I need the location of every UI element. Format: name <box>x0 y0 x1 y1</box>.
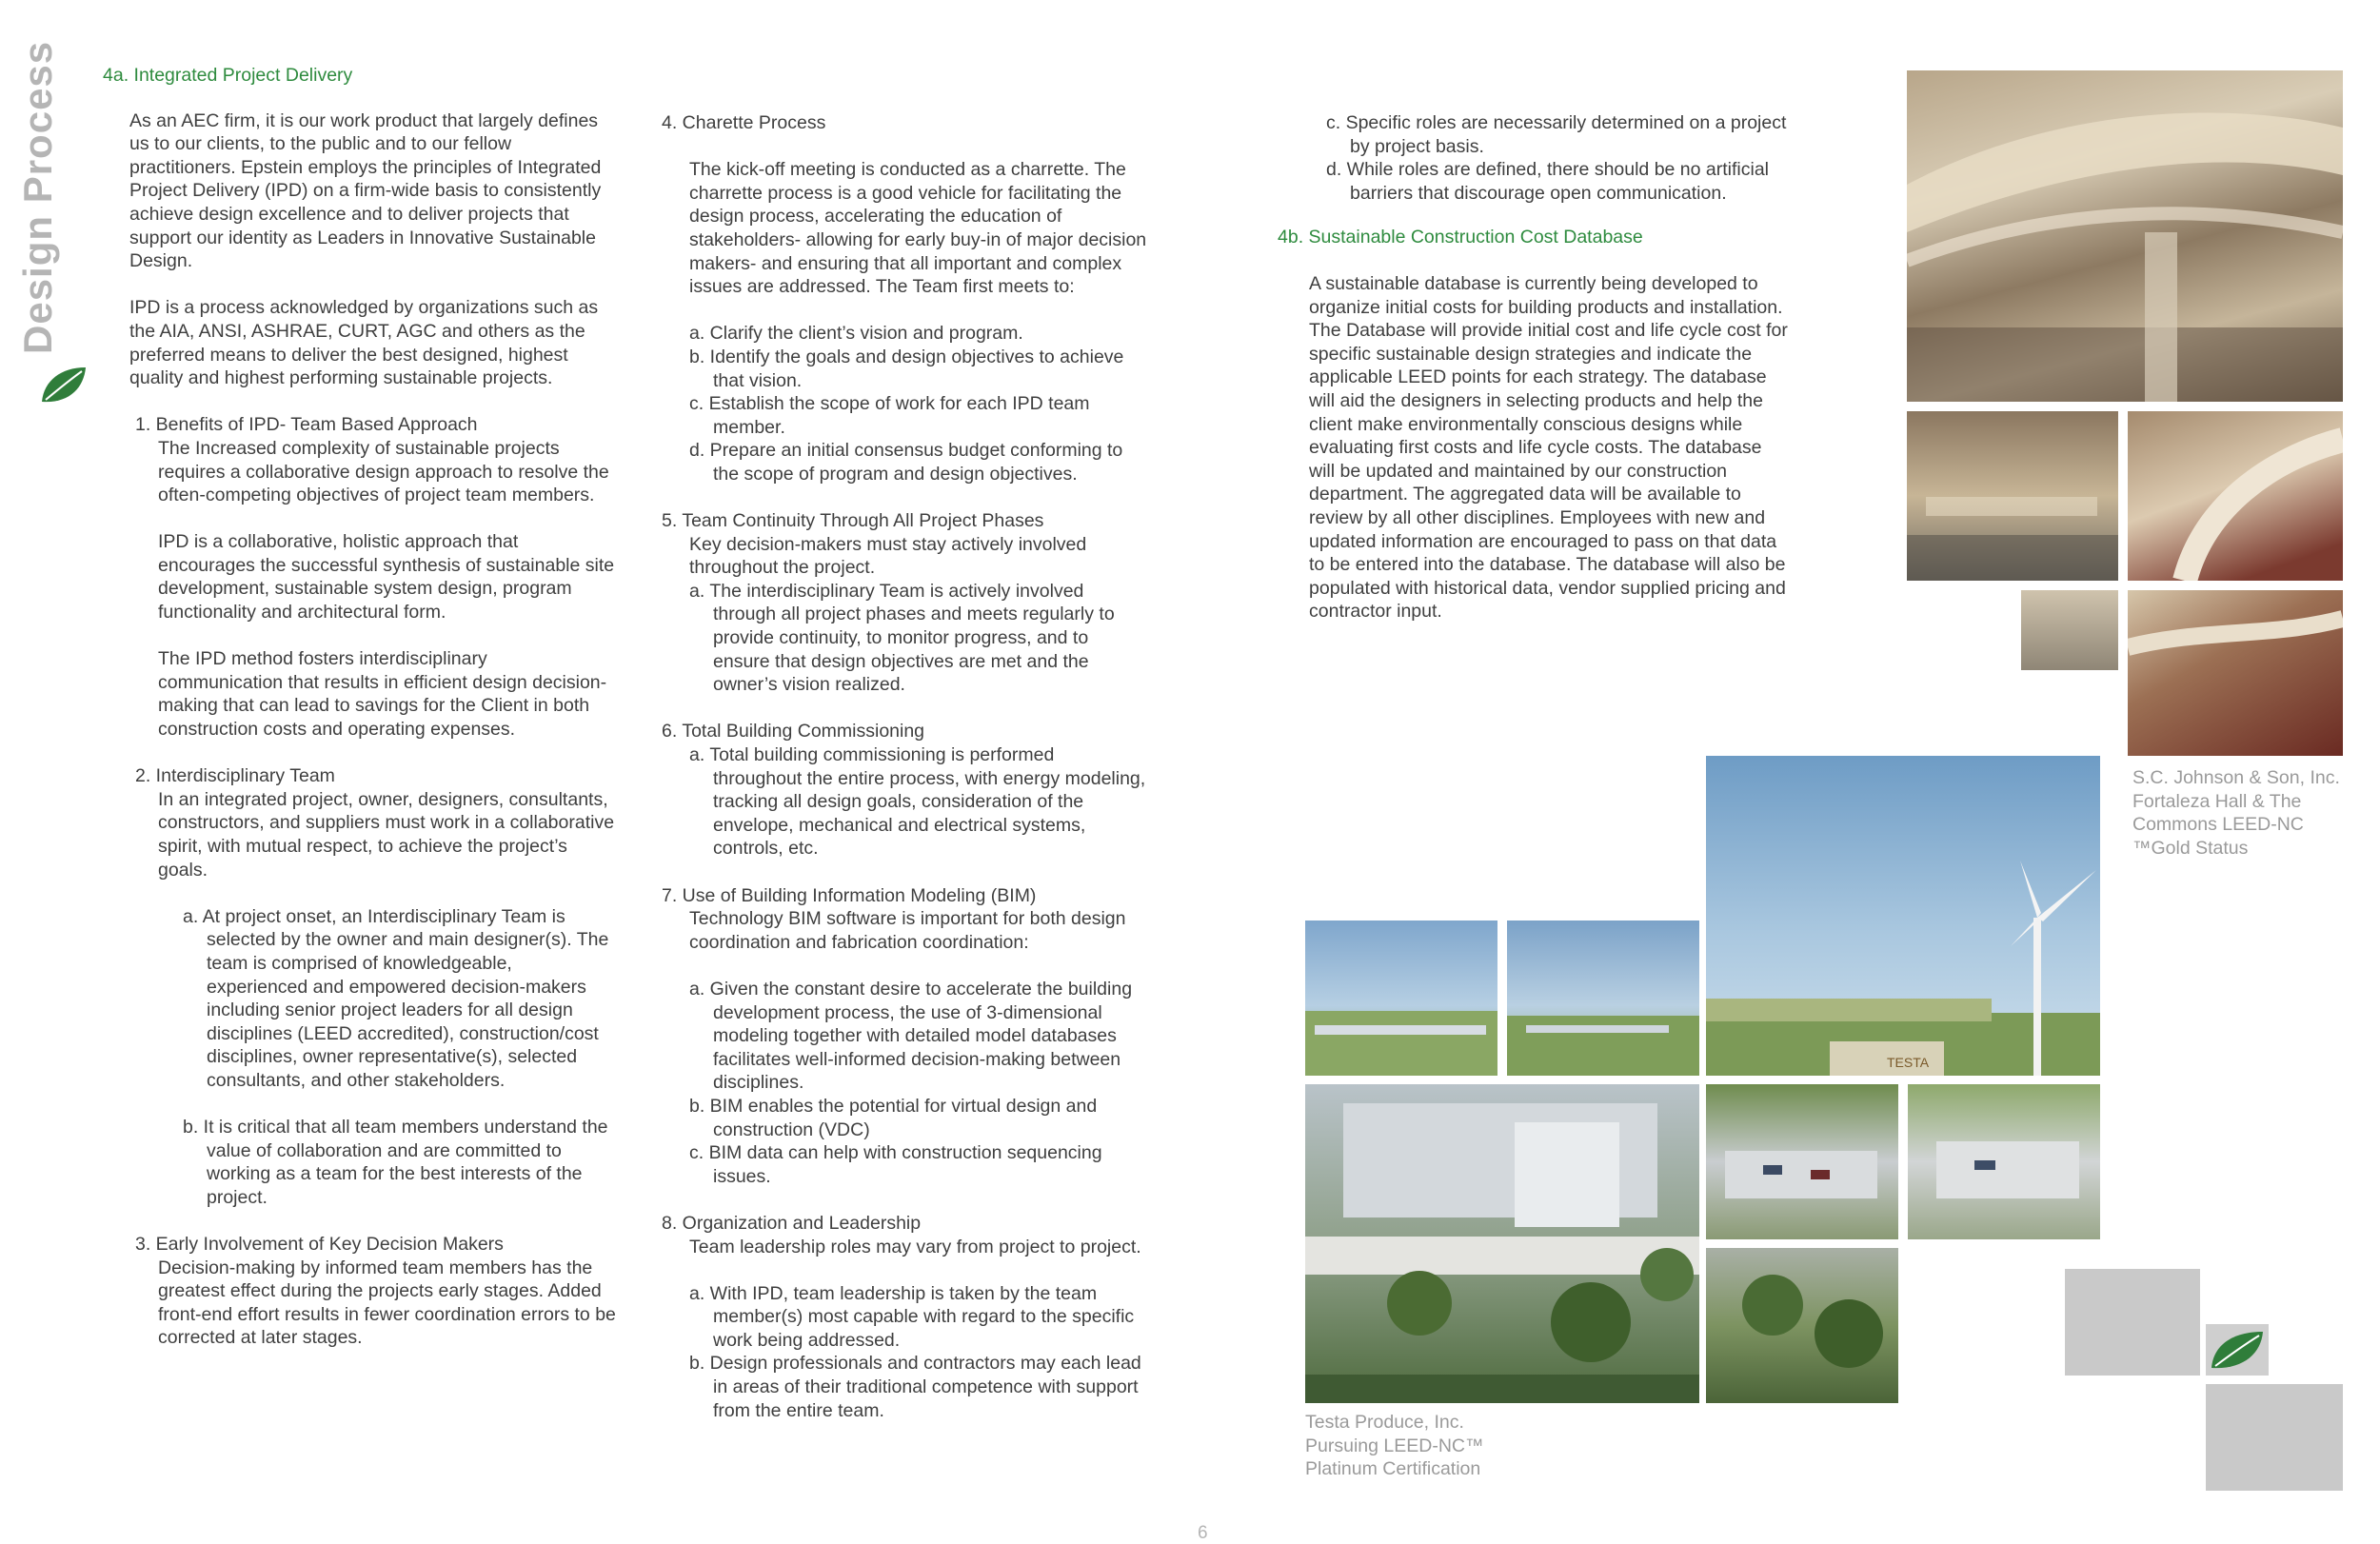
photo-interior-atrium <box>1907 70 2343 402</box>
item-1-paragraph-2: IPD is a collaborative, holistic approach that encourages the successful synthesis of sustainable site development, sustainable system design, program functionality and architectural form. <box>158 531 615 624</box>
testa-sign: TESTA <box>1887 1055 1930 1070</box>
item-7-list-item-0: a. Given the constant desire to accelerate the building development process, the use of 3-dimensional modeling together with detailed model databases facilitates well-informed decision-making between disciplines. <box>689 978 1133 1094</box>
column-1 <box>103 64 617 1350</box>
page-number: 6 <box>1198 1523 1208 1543</box>
photo-interior-bar <box>2128 411 2343 581</box>
column-3 <box>1278 111 1791 624</box>
item-5-body: Key decision-makers must stay actively involved throughout the project. <box>689 533 1087 579</box>
item-3-body: Decision-making by informed team members has the greatest effect during the projects early stages. Added front-end effort results in fewer coordination errors to be corrected at later stages. <box>158 1257 616 1349</box>
item-2-a: a. At project onset, an Interdisciplinary Team is selected by the owner and main designer(s). The team is comprised of knowledgeable, experienced and empowered decision-makers including senior project leaders for all design disciplines (LEED accredited), construction/cost disciplines, owner representative(s), selected consultants, and other stakeholders. <box>183 905 609 1091</box>
item-8-list-item-1: b. Design professionals and contractors may each lead in areas of their traditional competence with support from the entire team. <box>689 1353 1141 1421</box>
item-7-list-item-2: c. BIM data can help with construction sequencing issues. <box>689 1142 1102 1187</box>
photo-testa-parking <box>1706 1084 1898 1239</box>
item-1-paragraph-3: The IPD method fosters interdisciplinary communication that results in efficient design decision-making that can lead to savings for the Client in both construction costs and operating expenses. <box>158 648 607 741</box>
intro-paragraph: As an AEC firm, it is our work product that largely defines us to our clients, to the public and to our fellow practitioners. Epstein employs the principles of Integrated Project Delivery (IPD) on a firm-wide basis to consistently achieve design excellence and to deliver projects that support our identity as Leaders in Innovative Sustainable Design. <box>129 109 602 272</box>
section-heading-4b: 4b. Sustainable Construction Cost Database <box>1278 227 1643 248</box>
caption-testa: Testa Produce, Inc. Pursuing LEED-NC™ Platinum Certification <box>1305 1412 1484 1480</box>
item-2-b: b. It is critical that all team members understand the value of collaboration and are committed to working as a team for the best interests of the project. <box>183 1117 608 1208</box>
photo-interior-lobby <box>1907 411 2118 581</box>
item-6-a: a. Total building commissioning is performed throughout the entire process, with energy modeling, tracking all design goals, consideration of the envelope, mechanical and electrical systems, controls, etc. <box>689 744 1146 860</box>
item-4-title: 4. Charette Process <box>662 112 826 133</box>
leaf-icon <box>38 364 89 407</box>
database-paragraph: A sustainable database is currently being developed to organize initial costs for building products and installation. The Database will provide initial cost and life cycle cost for specific sustainable design strategies and indicate the applicable LEED points for each strategy. The database will aid the designers in selecting products and help the client make environmentally conscious designs while evaluating first costs and life cycle costs. The database will be updated and maintained by our construction department. The aggregated data will be available to review by all other disciplines. Employees with new and updated information are encouraged to pass on that data to be entered into the database. The database will also be populated with historical data, vendor supplied pricing and contractor input. <box>1309 272 1788 623</box>
item-7-list-item-1: b. BIM enables the potential for virtual design and construction (VDC) <box>689 1095 1098 1140</box>
ipd-paragraph: IPD is a process acknowledged by organizations such as the AIA, ANSI, ASHRAE, CURT, AGC and others as the preferred means to deliver the best designed, highest quality and highest performing sustainable projects. <box>129 297 599 389</box>
item-4-list-item-2: c. Establish the scope of work for each IPD team member. <box>689 393 1090 438</box>
item-8-list-item-0: a. With IPD, team leadership is taken by the team member(s) most capable with regard to the specific work being addressed. <box>689 1282 1135 1351</box>
col3-list-item-1: d. While roles are defined, there should be no artificial barriers that discourage open communication. <box>1326 159 1770 204</box>
item-1-title: 1. Benefits of IPD- Team Based Approach <box>135 414 478 436</box>
item-5-title: 5. Team Continuity Through All Project Phases <box>662 510 1044 532</box>
section-heading-4a: 4a. Integrated Project Delivery <box>103 65 353 86</box>
item-4-body: The kick-off meeting is conducted as a charrette. The charrette process is a good vehicle for facilitating the design process, accelerating the education of stakeholders- allowing for early buy-in of major decision makers- and ensuring that all important and complex issues are addressed. The Team first meets to: <box>689 159 1147 298</box>
item-8-title: 8. Organization and Leadership <box>662 1212 922 1234</box>
item-4-list-item-3: d. Prepare an initial consensus budget conforming to the scope of program and design objectives. <box>689 440 1123 485</box>
caption-sc-johnson: S.C. Johnson & Son, Inc. Fortaleza Hall & The Commons LEED-NC ™Gold Status <box>2132 767 2340 859</box>
side-title: Design Process <box>15 40 60 354</box>
photo-testa-sky-turbine <box>1706 756 2100 1076</box>
item-6-title: 6. Total Building Commissioning <box>662 721 925 742</box>
photo-interior-seating <box>2128 590 2343 756</box>
photo-testa-roof-left <box>1305 920 1497 1076</box>
photo-testa-trees <box>1706 1248 1898 1403</box>
decorative-block <box>2065 1269 2200 1376</box>
item-7-body: Technology BIM software is important for both design coordination and fabrication coordination: <box>689 908 1126 953</box>
decorative-block-leaf <box>2206 1324 2269 1376</box>
decorative-block <box>2206 1384 2343 1491</box>
item-4-list-item-0: a. Clarify the client’s vision and program. <box>689 323 1023 345</box>
item-3-title: 3. Early Involvement of Key Decision Makers <box>135 1234 504 1256</box>
item-2-body: In an integrated project, owner, designers, consultants, constructors, and suppliers must work in a collaborative spirit, with mutual respect, to achieve the project’s goals. <box>158 788 615 881</box>
photo-testa-lot <box>1908 1084 2100 1239</box>
item-4-list-item-1: b. Identify the goals and design objectives to achieve that vision. <box>689 346 1124 391</box>
photo-interior-detail <box>2021 590 2118 670</box>
col3-list-item-0: c. Specific roles are necessarily determined on a project by project basis. <box>1326 112 1787 157</box>
item-7-title: 7. Use of Building Information Modeling (BIM) <box>662 884 1037 906</box>
item-8-body: Team leadership roles may vary from project to project. <box>689 1236 1141 1257</box>
item-2-title: 2. Interdisciplinary Team <box>135 765 335 787</box>
photo-testa-building-aerial <box>1305 1084 1699 1403</box>
leaf-icon <box>2206 1324 2269 1376</box>
column-2 <box>662 111 1147 1422</box>
photo-testa-roof-right <box>1507 920 1699 1076</box>
item-5-a: a. The interdisciplinary Team is actively involved through all project phases and meets regularly to provide continuity, to monitor progress, and to ensure that design objectives are met and the owner’s vision realized. <box>689 580 1115 696</box>
item-1-body: The Increased complexity of sustainable projects requires a collaborative design approach to resolve the often-competing objectives of project team members. <box>158 437 609 506</box>
